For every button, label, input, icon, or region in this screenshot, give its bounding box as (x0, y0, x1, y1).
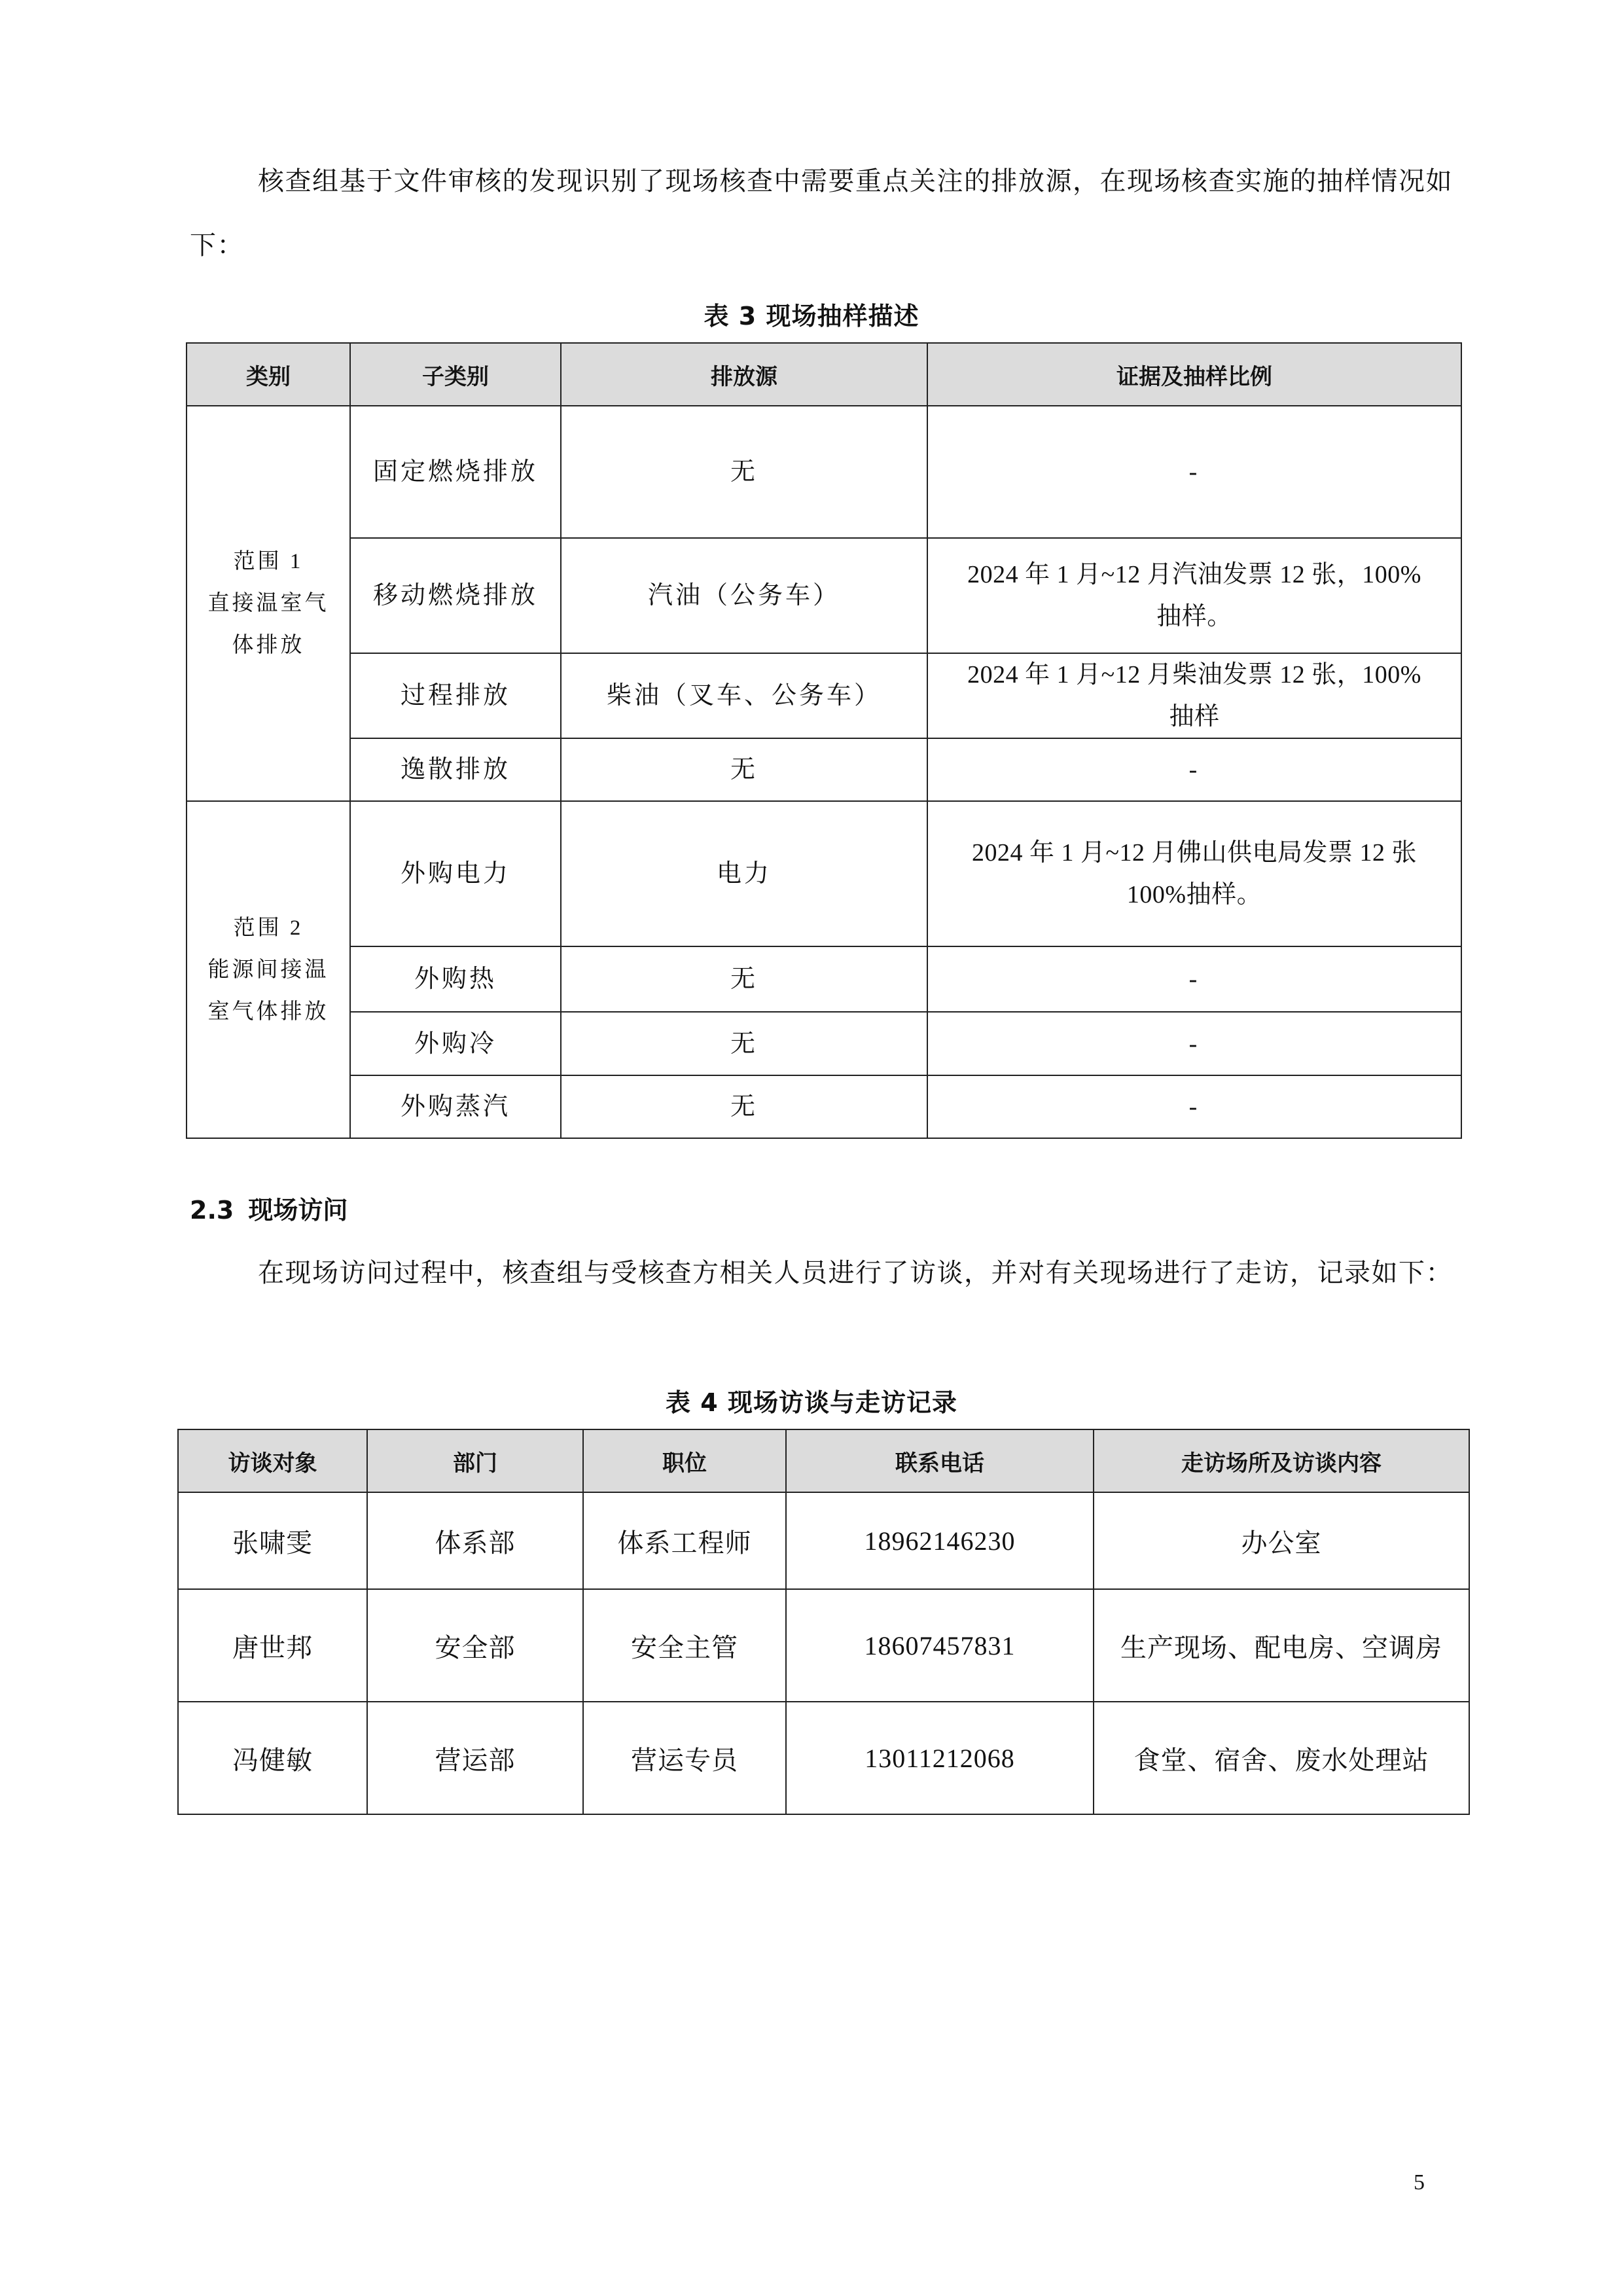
interviewee-cell: 张啸雯 (178, 1492, 367, 1589)
table-row (187, 946, 1461, 1012)
interviewee-cell: 冯健敏 (178, 1702, 367, 1814)
department-cell: 体系部 (367, 1492, 583, 1589)
category-cell: 范围 1 直接温室气 体排放 (187, 406, 350, 801)
table-row (178, 1702, 1469, 1814)
table-row (187, 1075, 1461, 1138)
table-row (178, 1492, 1469, 1589)
position-cell: 安全主管 (583, 1589, 786, 1702)
phone-cell: 13011212068 (786, 1702, 1094, 1814)
table3-caption: 表 3 现场抽样描述 (704, 302, 919, 331)
evidence-cell: - (927, 946, 1461, 1012)
header-phone: 联系电话 (786, 1429, 1094, 1492)
subcategory-cell: 外购蒸汽 (350, 1075, 561, 1138)
evidence-cell: - (927, 1075, 1461, 1138)
table4-caption: 表 4 现场访谈与走访记录 (666, 1388, 957, 1417)
table-row (187, 538, 1461, 653)
section-title: 现场访问 (248, 1196, 348, 1225)
header-interviewee: 访谈对象 (178, 1429, 367, 1492)
table-row (187, 738, 1461, 801)
section-number: 2.3 (190, 1196, 234, 1225)
position-cell: 体系工程师 (583, 1492, 786, 1589)
category-cell: 范围 2 能源间接温 室气体排放 (187, 801, 350, 1138)
header-position: 职位 (583, 1429, 786, 1492)
visit-content-cell: 食堂、宿舍、废水处理站 (1094, 1702, 1469, 1814)
table-row (187, 653, 1461, 738)
table-row (187, 801, 1461, 946)
table-row (187, 406, 1461, 538)
position-cell: 营运专员 (583, 1702, 786, 1814)
header-visit-content: 走访场所及访谈内容 (1094, 1429, 1469, 1492)
phone-cell: 18607457831 (786, 1589, 1094, 1702)
header-department: 部门 (367, 1429, 583, 1492)
header-subcategory: 子类别 (350, 343, 561, 406)
subcategory-cell: 外购电力 (350, 801, 561, 946)
evidence-cell: 2024 年 1 月~12 月汽油发票 12 张，100% 抽样。 (927, 538, 1461, 653)
subcategory-cell: 移动燃烧排放 (350, 538, 561, 653)
evidence-cell: - (927, 406, 1461, 538)
subcategory-cell: 外购冷 (350, 1012, 561, 1075)
table-header-row (187, 343, 1461, 406)
source-cell: 柴油（叉车、公务车） (561, 653, 927, 738)
phone-cell: 18962146230 (786, 1492, 1094, 1589)
section-heading (190, 1190, 348, 1226)
table-row (178, 1589, 1469, 1702)
header-category: 类别 (187, 343, 350, 406)
evidence-cell: - (927, 738, 1461, 801)
evidence-cell: 2024 年 1 月~12 月佛山供电局发票 12 张 100%抽样。 (927, 801, 1461, 946)
sampling-table (186, 342, 1462, 1139)
source-cell: 汽油（公务车） (561, 538, 927, 653)
evidence-cell: - (927, 1012, 1461, 1075)
source-cell: 电力 (561, 801, 927, 946)
source-cell: 无 (561, 406, 927, 538)
header-source: 排放源 (561, 343, 927, 406)
subcategory-cell: 外购热 (350, 946, 561, 1012)
source-cell: 无 (561, 1075, 927, 1138)
evidence-cell: 2024 年 1 月~12 月柴油发票 12 张，100% 抽样 (927, 653, 1461, 738)
table-header-row (178, 1429, 1469, 1492)
source-cell: 无 (561, 946, 927, 1012)
subcategory-cell: 逸散排放 (350, 738, 561, 801)
source-cell: 无 (561, 738, 927, 801)
page-number: 5 (1414, 2170, 1425, 2195)
source-cell: 无 (561, 1012, 927, 1075)
table-row (187, 1012, 1461, 1075)
visit-paragraph: 在现场访问过程中，核查组与受核查方相关人员进行了访谈，并对有关现场进行了走访，记录如下： (258, 1258, 1453, 1287)
interviewee-cell: 唐世邦 (178, 1589, 367, 1702)
department-cell: 营运部 (367, 1702, 583, 1814)
subcategory-cell: 过程排放 (350, 653, 561, 738)
visit-content-cell: 办公室 (1094, 1492, 1469, 1589)
interview-table (177, 1429, 1470, 1815)
visit-content-cell: 生产现场、配电房、空调房 (1094, 1589, 1469, 1702)
header-evidence: 证据及抽样比例 (927, 343, 1461, 406)
intro-paragraph: 核查组基于文件审核的发现识别了现场核查中需要重点关注的排放源，在现场核查实施的抽样情况如下： (190, 166, 1453, 260)
department-cell: 安全部 (367, 1589, 583, 1702)
subcategory-cell: 固定燃烧排放 (350, 406, 561, 538)
